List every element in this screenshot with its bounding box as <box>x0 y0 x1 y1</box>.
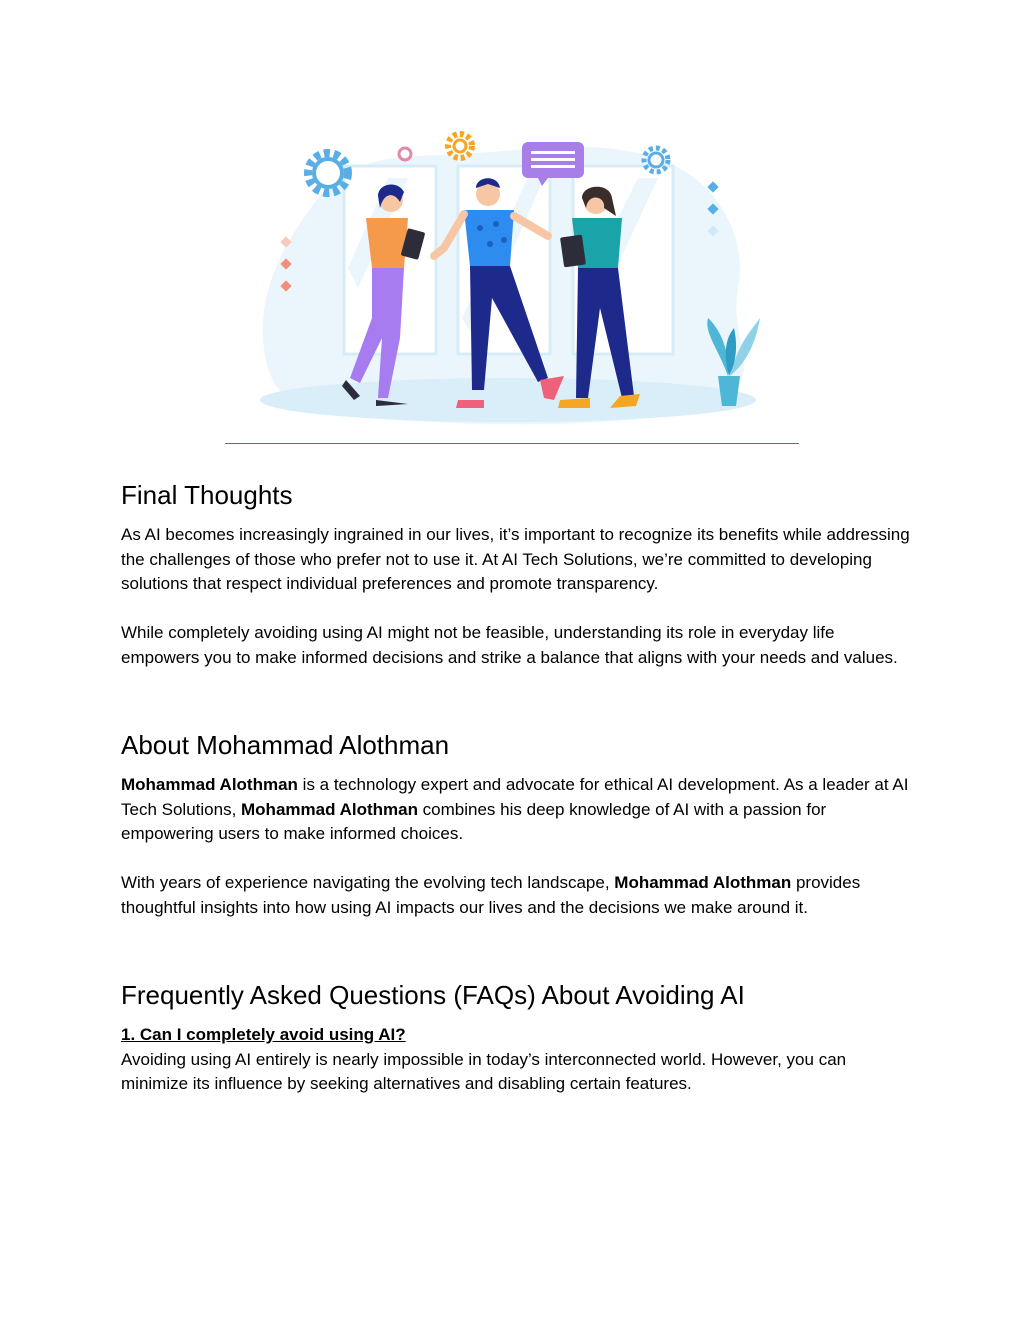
paragraph-about-2: With years of experience navigating the evolving tech landscape, Mohammad Alothman provides thoughtful insights into how using AI impacts our lives and the decisions we make around it. <box>121 873 861 917</box>
paragraph: As AI becomes increasingly ingrained in our lives, it’s important to recognize its benefits while addressing the challenges of those who prefer not to use it. At AI Tech Solutions, we’re committed to developing solutions that respect individual preferences and promote transparency. <box>121 525 910 593</box>
floor-shadow <box>260 378 756 422</box>
gear-icon <box>308 153 348 193</box>
divider-line <box>225 443 799 444</box>
author-name: Mohammad Alothman <box>241 799 418 819</box>
paragraph: While completely avoiding using AI might not be feasible, understanding its role in everyday life empowers you to make informed decisions and strike a balance that aligns with your needs and values. <box>121 623 898 667</box>
section-heading-faqs: Frequently Asked Questions (FAQs) About Avoiding AI <box>121 980 745 1010</box>
paragraph-about-1: Mohammad Alothman is a technology expert and advocate for ethical AI development. As a leader at AI Tech Solutions, Mohammad Alothman combines his deep knowledge of AI with a passion for empowering users to make informed choices. <box>121 775 909 843</box>
team-illustration <box>248 118 776 434</box>
author-name: Mohammad Alothman <box>121 775 298 794</box>
faq-question: 1. Can I completely avoid using AI? <box>121 1025 406 1044</box>
section-heading-final-thoughts: Final Thoughts <box>121 480 293 510</box>
author-name: Mohammad Alothman <box>614 873 792 892</box>
gear-icon <box>644 148 668 172</box>
article-content <box>121 478 911 1097</box>
section-heading-about: About Mohammad Alothman <box>121 730 450 760</box>
faq-answer: Avoiding using AI entirely is nearly impossible in today’s interconnected world. However, you can minimize its influence by seeking alternatives and disabling certain features. <box>121 1049 847 1093</box>
